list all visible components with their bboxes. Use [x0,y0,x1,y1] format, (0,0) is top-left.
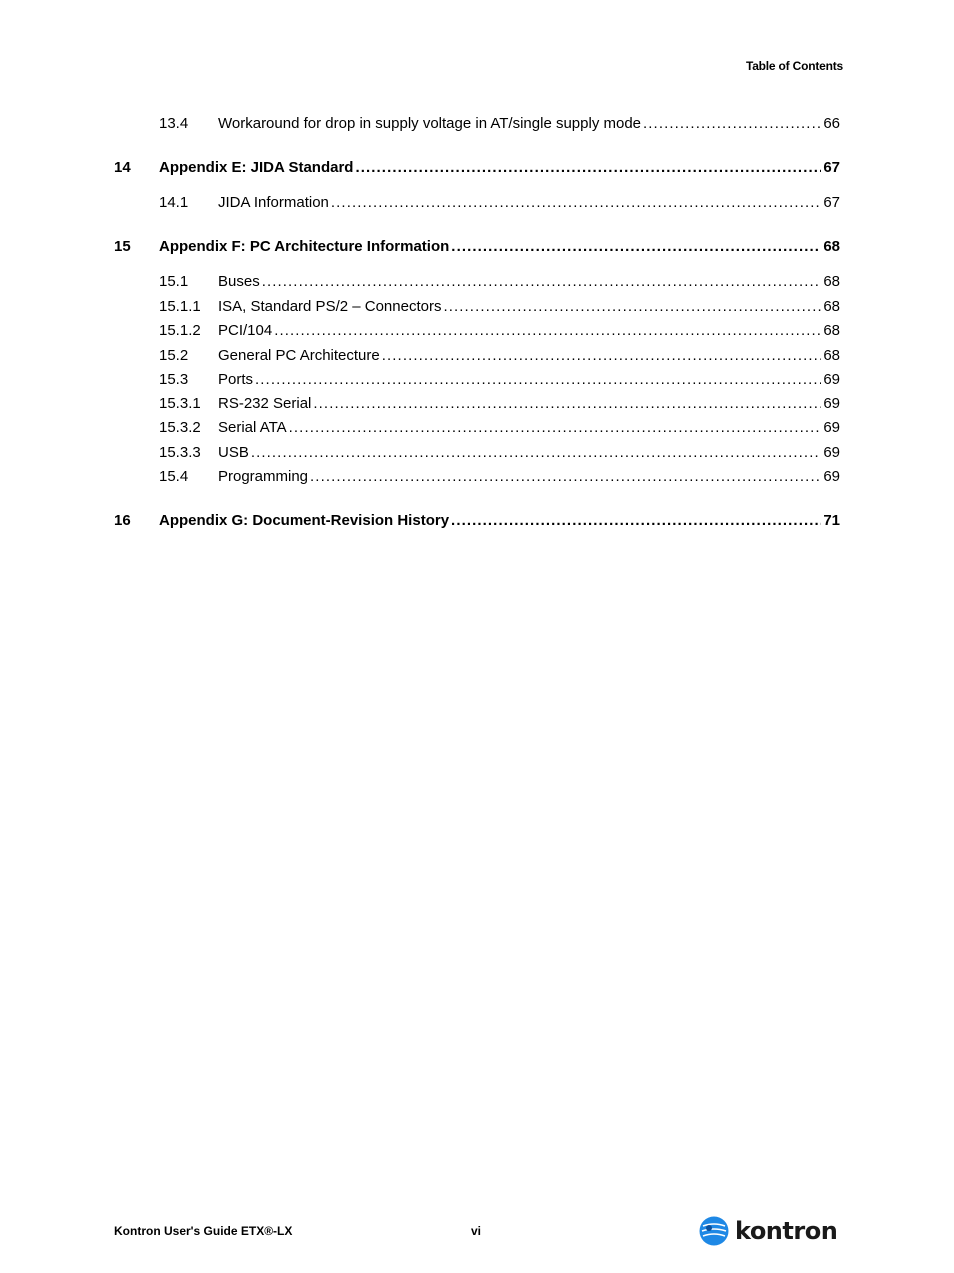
dot-leader [251,444,821,462]
dot-leader [262,273,822,291]
toc-entry-page: 67 [823,159,840,176]
toc-entry[interactable] [114,444,840,462]
toc-entry-number: 15.1 [159,273,189,290]
toc-entry-page: 69 [823,444,840,461]
toc-entry[interactable] [114,371,840,389]
toc-entry-title: Buses [218,273,260,290]
dot-leader [643,115,821,133]
toc-entry-page: 68 [823,298,840,315]
toc-entry-title: JIDA Information [218,194,329,211]
toc-entry-number: 15.3.3 [159,444,201,461]
toc-entry-title: ISA, Standard PS/2 – Connectors [218,298,442,315]
toc-entry-page: 69 [823,371,840,388]
toc-entry-title: RS-232 Serial [218,395,312,412]
toc-entry[interactable] [114,194,840,212]
toc-entry[interactable] [114,347,840,365]
dot-leader [451,238,821,256]
dot-leader [313,395,821,413]
toc-entry[interactable] [114,419,840,437]
toc-entry-number: 15.3.2 [159,419,201,436]
toc-entry-page: 68 [823,347,840,364]
kontron-logo [699,1216,837,1246]
toc-entry-title: Serial ATA [218,419,287,436]
toc-entry-page: 66 [823,115,840,132]
toc-entry-page: 68 [823,273,840,290]
toc-entry-title: Appendix E: JIDA Standard [159,159,354,176]
header-title: Table of Contents [745,59,843,73]
toc-entry-number: 15.3.1 [159,395,201,412]
toc-entry-page: 68 [823,238,840,255]
toc-entry-title: PCI/104 [218,322,273,339]
toc-entry-number: 15.3 [159,371,189,388]
dot-leader [331,194,821,212]
toc-entry-title: Ports [218,371,254,388]
toc-entry-number: 15.2 [159,347,189,364]
toc-entry-title: Programming [218,468,309,485]
toc-entry-number: 14 [114,159,131,176]
kontron-logo-icon [699,1216,729,1246]
toc-entry-number: 15.1.1 [159,298,201,315]
toc-entry-page: 69 [823,468,840,485]
toc-entry-number: 15.4 [159,468,189,485]
toc-entry[interactable] [114,468,840,486]
toc-entry-number: 15 [114,238,131,255]
toc-entry[interactable] [114,115,840,133]
toc-entry-page: 67 [823,194,840,211]
dot-leader [310,468,821,486]
toc-entry-title: USB [218,444,249,461]
toc-entry-page: 68 [823,322,840,339]
toc-entry[interactable] [114,298,840,316]
toc-entry[interactable] [114,273,840,291]
dot-leader [382,347,822,365]
toc-entry-number: 14.1 [159,194,189,211]
toc-entry-page: 69 [823,395,840,412]
kontron-logo-text: kontron [735,1217,838,1245]
toc-entry-page: 69 [823,419,840,436]
dot-leader [355,159,821,177]
dot-leader [255,371,821,389]
toc-entry[interactable] [114,322,840,340]
toc-entry-number: 15.1.2 [159,322,201,339]
dot-leader [443,298,821,316]
toc-entry-title: Appendix F: PC Architecture Information [159,238,450,255]
footer-document-title: Kontron User's Guide ETX®-LX [114,1224,293,1238]
dot-leader [274,322,821,340]
toc-entry-page: 71 [823,512,840,529]
toc-entry[interactable] [114,238,840,256]
dot-leader [451,512,821,530]
dot-leader [289,419,822,437]
toc-entry-title: General PC Architecture [218,347,380,364]
toc-entry[interactable] [114,512,840,530]
toc-entry[interactable] [114,159,840,177]
toc-entry[interactable] [114,395,840,413]
toc-entry-number: 16 [114,512,131,529]
toc-entry-title: Appendix G: Document-Revision History [159,512,450,529]
footer-page-number: vi [471,1224,482,1238]
toc-entry-number: 13.4 [159,115,189,132]
toc-entry-title: Workaround for drop in supply voltage in AT/single supply mode [218,115,642,132]
